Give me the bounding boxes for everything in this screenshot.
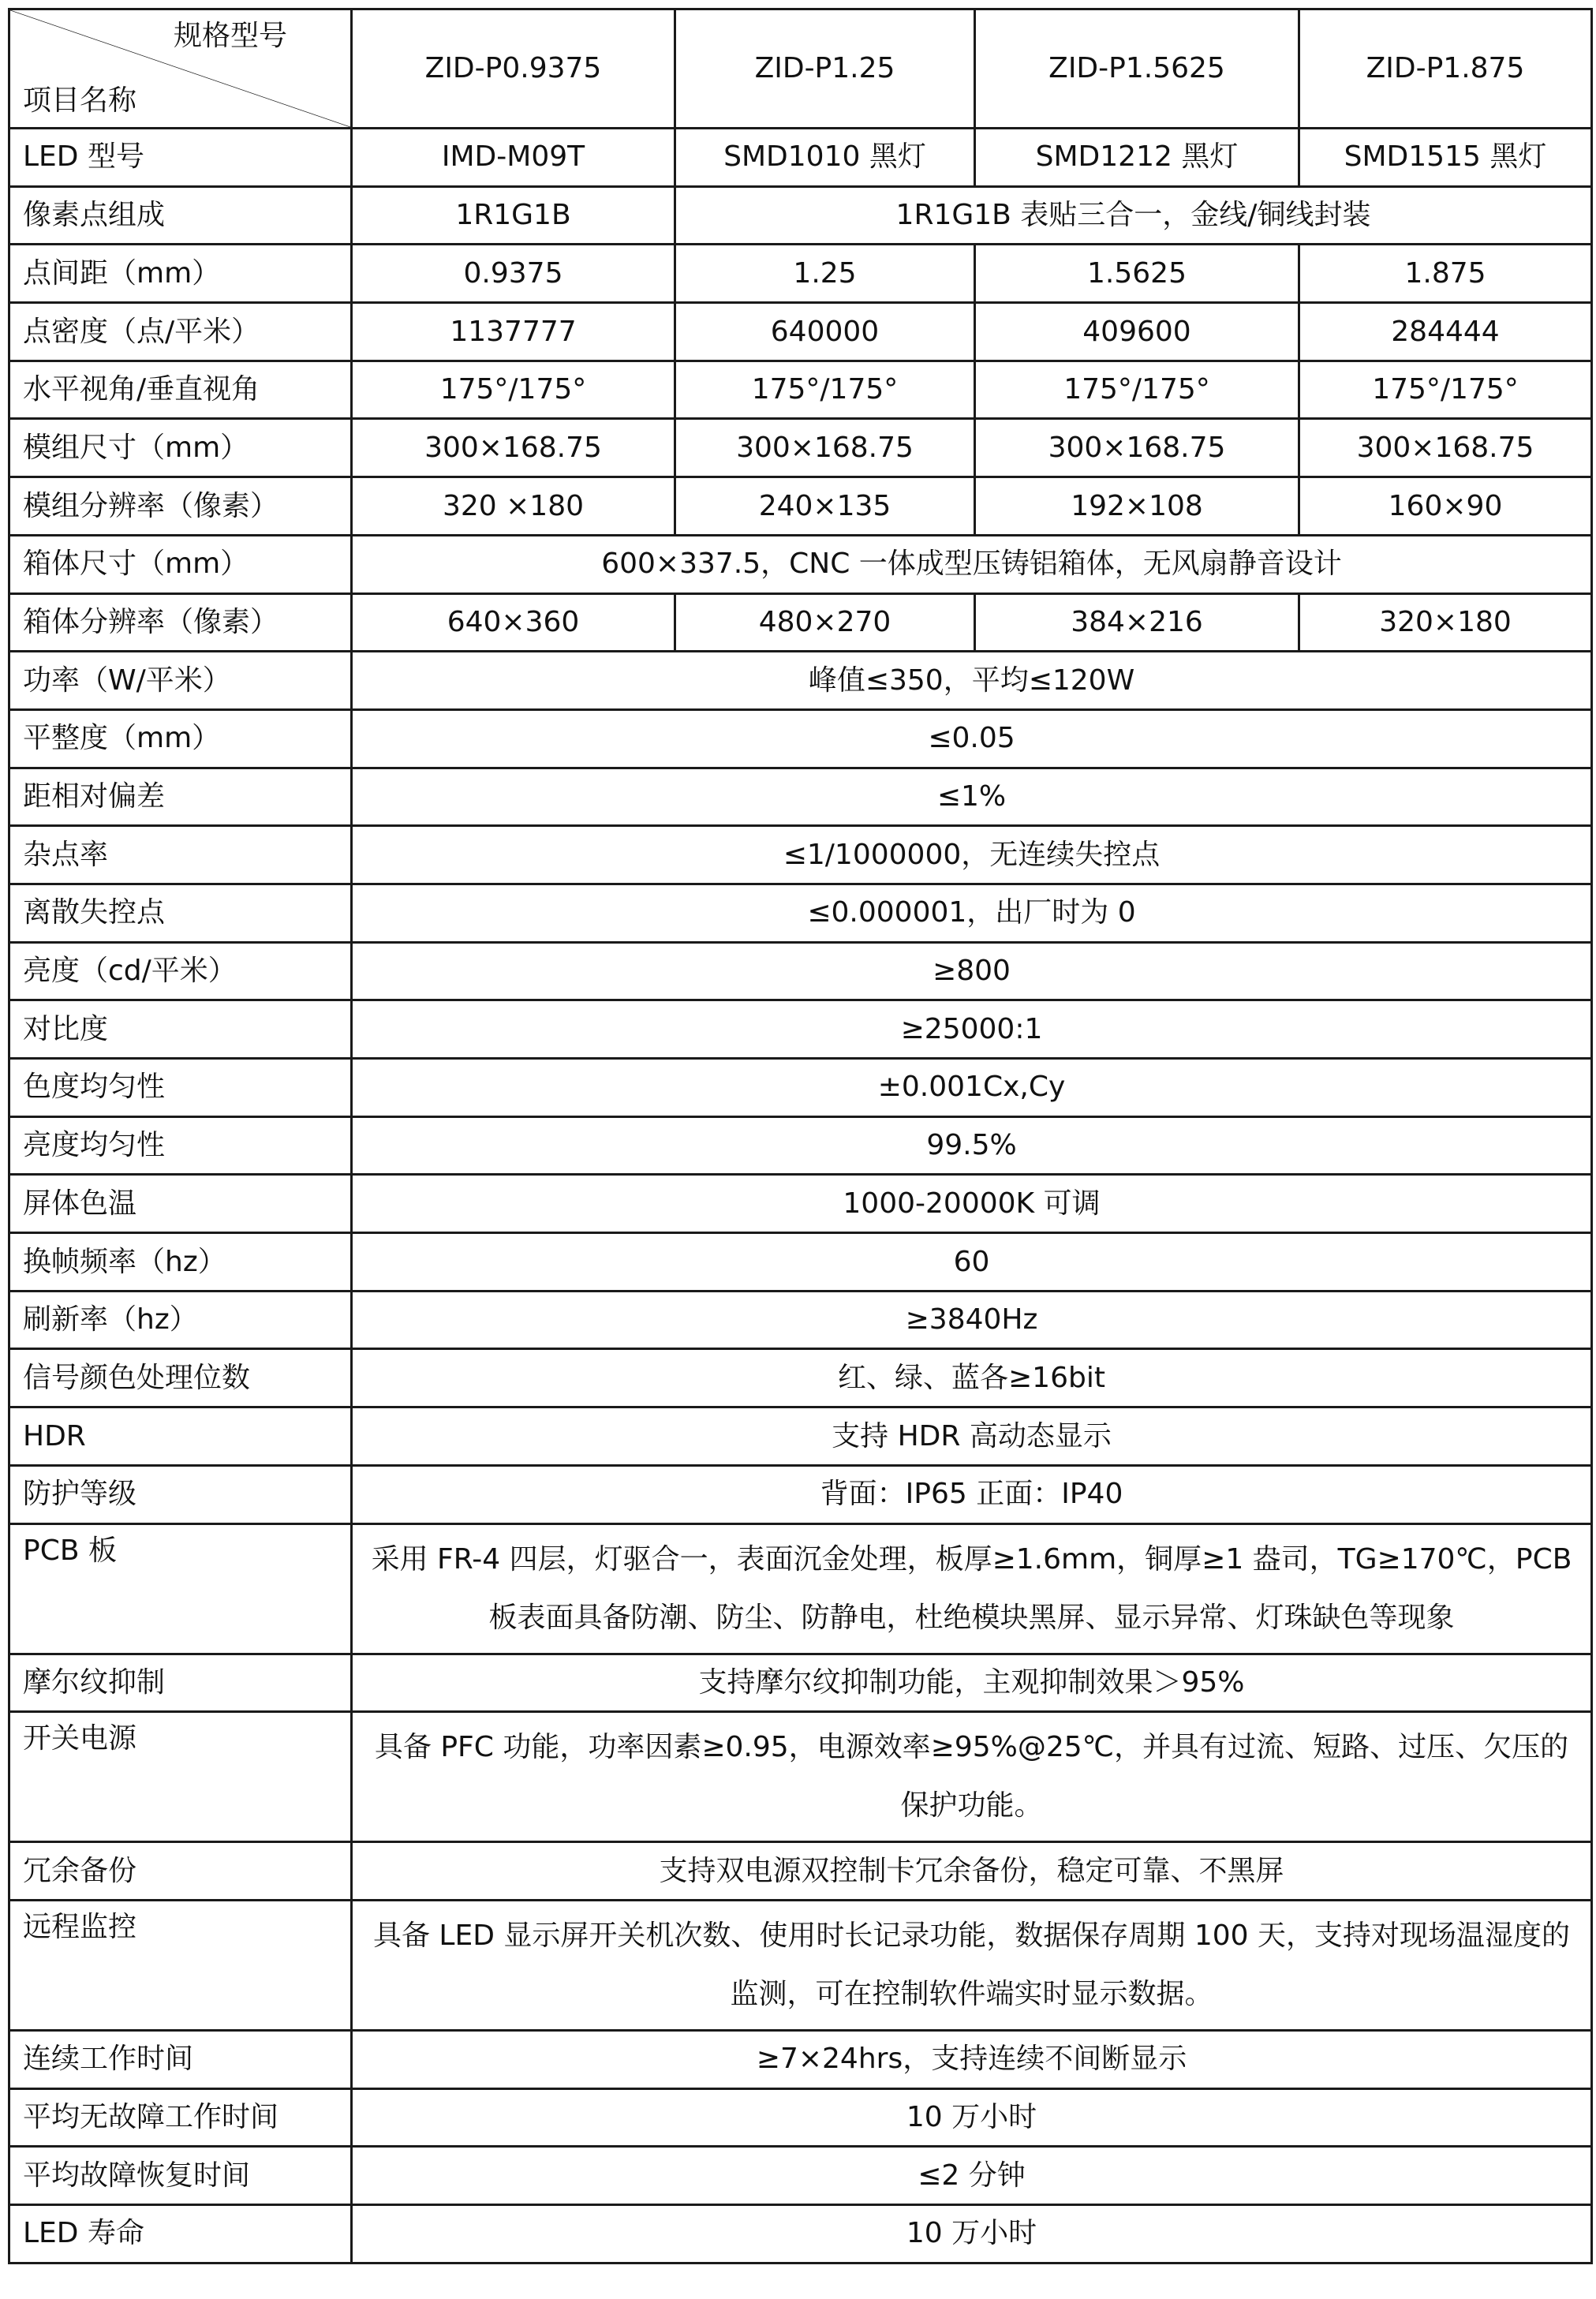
spec-row <box>9 593 1592 652</box>
merged-value: 峰值≤350，平均≤120W <box>352 652 1592 710</box>
model-header: ZID-P1.25 <box>675 9 975 129</box>
row-label: 点密度（点/平米） <box>9 303 352 361</box>
cell-value: 175°/175° <box>1299 361 1592 419</box>
spec-row <box>9 884 1592 942</box>
spec-row <box>9 2030 1592 2088</box>
merged-value: ≥800 <box>352 942 1592 1000</box>
cell-value: 240×135 <box>675 477 975 536</box>
cell-value: 480×270 <box>675 593 975 652</box>
cell-value: 300×168.75 <box>352 419 675 477</box>
diagonal-header-cell <box>9 9 352 129</box>
merged-value: 支持摩尔纹抑制功能，主观抑制效果＞95% <box>352 1654 1592 1712</box>
row-label: 水平视角/垂直视角 <box>9 361 352 419</box>
cell-value: 192×108 <box>975 477 1299 536</box>
row-label: PCB 板 <box>9 1523 352 1654</box>
cell-value: SMD1010 黑灯 <box>675 129 975 187</box>
merged-value: ≤1/1000000，无连续失控点 <box>352 826 1592 884</box>
merged-value: 1000-20000K 可调 <box>352 1175 1592 1233</box>
spec-row <box>9 245 1592 303</box>
cell-value: SMD1212 黑灯 <box>975 129 1299 187</box>
row-label: 箱体尺寸（mm） <box>9 535 352 593</box>
spec-row <box>9 826 1592 884</box>
row-label: 平均无故障工作时间 <box>9 2088 352 2147</box>
row-label: 信号颜色处理位数 <box>9 1349 352 1407</box>
row-label: 杂点率 <box>9 826 352 884</box>
row-label: 模组分辨率（像素） <box>9 477 352 536</box>
merged-value: 支持双电源双控制卡冗余备份，稳定可靠、不黑屏 <box>352 1842 1592 1901</box>
row-label: LED 型号 <box>9 129 352 187</box>
row-label: 像素点组成 <box>9 186 352 245</box>
spec-row <box>9 1712 1592 1842</box>
cell-value: 384×216 <box>975 593 1299 652</box>
cell-value: 160×90 <box>1299 477 1592 536</box>
spec-row <box>9 652 1592 710</box>
merged-value: ≤0.000001，出厂时为 0 <box>352 884 1592 942</box>
merged-value: ≥7×24hrs，支持连续不间断显示 <box>352 2030 1592 2088</box>
header-bottom-label: 项目名称 <box>23 84 137 118</box>
row-label: 箱体分辨率（像素） <box>9 593 352 652</box>
cell-value: 0.9375 <box>352 245 675 303</box>
row-label: 亮度均匀性 <box>9 1116 352 1175</box>
cell-value: 175°/175° <box>352 361 675 419</box>
row-label: HDR <box>9 1407 352 1466</box>
cell-value: 409600 <box>975 303 1299 361</box>
row-label: 屏体色温 <box>9 1175 352 1233</box>
row-label: 功率（W/平米） <box>9 652 352 710</box>
spec-table <box>8 8 1593 2264</box>
spec-row <box>9 2088 1592 2147</box>
row-label: 防护等级 <box>9 1465 352 1523</box>
merged-value: 10 万小时 <box>352 2088 1592 2147</box>
spec-row <box>9 1654 1592 1712</box>
merged-value: ±0.001Cx,Cy <box>352 1059 1592 1117</box>
merged-value: 1R1G1B 表贴三合一，金线/铜线封装 <box>675 186 1592 245</box>
spec-row <box>9 2204 1592 2263</box>
spec-row <box>9 1000 1592 1059</box>
spec-row <box>9 709 1592 768</box>
cell-value: 1.5625 <box>975 245 1299 303</box>
spec-row <box>9 477 1592 536</box>
merged-value: 99.5% <box>352 1116 1592 1175</box>
spec-row <box>9 1059 1592 1117</box>
row-label: 远程监控 <box>9 1900 352 2030</box>
row-label: 平均故障恢复时间 <box>9 2147 352 2205</box>
merged-value: 具备 LED 显示屏开关机次数、使用时长记录功能，数据保存周期 100 天，支持对现场温湿度的监测，可在控制软件端实时显示数据。 <box>352 1900 1592 2030</box>
spec-row <box>9 1349 1592 1407</box>
merged-value: 60 <box>352 1233 1592 1292</box>
row-label: 亮度（cd/平米） <box>9 942 352 1000</box>
row-label: 冗余备份 <box>9 1842 352 1901</box>
model-header: ZID-P1.875 <box>1299 9 1592 129</box>
cell-value: 300×168.75 <box>675 419 975 477</box>
spec-row <box>9 1900 1592 2030</box>
spec-row <box>9 1233 1592 1292</box>
model-header: ZID-P1.5625 <box>975 9 1299 129</box>
merged-value: ≤2 分钟 <box>352 2147 1592 2205</box>
row-label: 换帧频率（hz） <box>9 1233 352 1292</box>
cell-value: 320 ×180 <box>352 477 675 536</box>
spec-row <box>9 535 1592 593</box>
row-label: 点间距（mm） <box>9 245 352 303</box>
cell-value: SMD1515 黑灯 <box>1299 129 1592 187</box>
row-label: 刷新率（hz） <box>9 1291 352 1349</box>
row-label: 对比度 <box>9 1000 352 1059</box>
cell-value: 175°/175° <box>675 361 975 419</box>
header-top-label: 规格型号 <box>173 20 287 52</box>
merged-value: 10 万小时 <box>352 2204 1592 2263</box>
spec-row <box>9 1407 1592 1466</box>
cell-value: 1.25 <box>675 245 975 303</box>
merged-value: ≥25000:1 <box>352 1000 1592 1059</box>
spec-row <box>9 1523 1592 1654</box>
merged-value: ≥3840Hz <box>352 1291 1592 1349</box>
merged-value: 600×337.5，CNC 一体成型压铸铝箱体，无风扇静音设计 <box>352 535 1592 593</box>
cell-value: 640×360 <box>352 593 675 652</box>
cell-value: 284444 <box>1299 303 1592 361</box>
spec-row <box>9 186 1592 245</box>
spec-row <box>9 1175 1592 1233</box>
spec-row <box>9 1842 1592 1901</box>
spec-row <box>9 303 1592 361</box>
merged-value: ≤0.05 <box>352 709 1592 768</box>
cell-value: 640000 <box>675 303 975 361</box>
spec-row <box>9 942 1592 1000</box>
cell-value: 300×168.75 <box>1299 419 1592 477</box>
header-row <box>9 9 1592 129</box>
cell-value: 320×180 <box>1299 593 1592 652</box>
model-header: ZID-P0.9375 <box>352 9 675 129</box>
row-label: LED 寿命 <box>9 2204 352 2263</box>
row-label: 离散失控点 <box>9 884 352 942</box>
row-label: 平整度（mm） <box>9 709 352 768</box>
cell-value: 1.875 <box>1299 245 1592 303</box>
row-label: 模组尺寸（mm） <box>9 419 352 477</box>
merged-value: 具备 PFC 功能，功率因素≥0.95，电源效率≥95%@25℃，并具有过流、短路、过压、欠压的保护功能。 <box>352 1712 1592 1842</box>
row-label: 色度均匀性 <box>9 1059 352 1117</box>
spec-row <box>9 1116 1592 1175</box>
row-label: 摩尔纹抑制 <box>9 1654 352 1712</box>
spec-row <box>9 361 1592 419</box>
row-label: 连续工作时间 <box>9 2030 352 2088</box>
merged-value: 背面：IP65 正面：IP40 <box>352 1465 1592 1523</box>
spec-row <box>9 768 1592 826</box>
row-label: 开关电源 <box>9 1712 352 1842</box>
cell-value: 175°/175° <box>975 361 1299 419</box>
spec-row <box>9 419 1592 477</box>
row-label: 距相对偏差 <box>9 768 352 826</box>
spec-row <box>9 129 1592 187</box>
spec-row <box>9 2147 1592 2205</box>
spec-row <box>9 1465 1592 1523</box>
spec-row <box>9 1291 1592 1349</box>
cell-value: IMD-M09T <box>352 129 675 187</box>
merged-value: 支持 HDR 高动态显示 <box>352 1407 1592 1466</box>
cell-value: 300×168.75 <box>975 419 1299 477</box>
cell-value: 1137777 <box>352 303 675 361</box>
merged-value: 红、绿、蓝各≥16bit <box>352 1349 1592 1407</box>
cell-value: 1R1G1B <box>352 186 675 245</box>
merged-value: ≤1% <box>352 768 1592 826</box>
merged-value: 采用 FR-4 四层，灯驱合一，表面沉金处理，板厚≥1.6mm，铜厚≥1 盎司，TG≥170℃，PCB 板表面具备防潮、防尘、防静电，杜绝模块黑屏、显示异常、灯珠缺色等现象 <box>352 1523 1592 1654</box>
